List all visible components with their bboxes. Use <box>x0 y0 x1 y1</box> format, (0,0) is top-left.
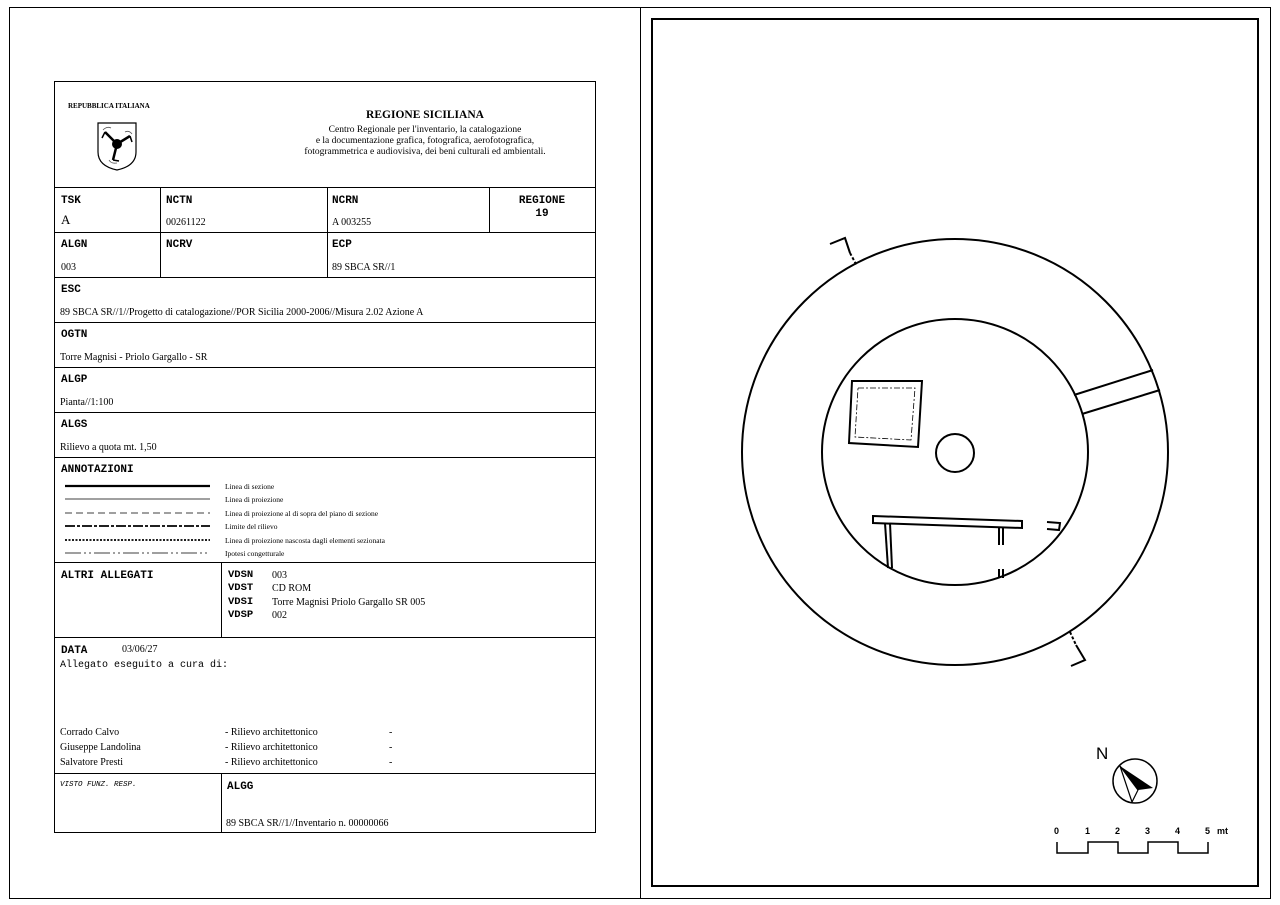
legend-text-3: Limite del rilievo <box>225 522 278 531</box>
ecp-value: 89 SBCA SR//1 <box>332 262 396 273</box>
algn-value: 003 <box>61 262 76 273</box>
north-arrow-icon <box>1113 759 1157 803</box>
scale-tick-2: 2 <box>1115 826 1121 836</box>
algs-value: Rilievo a quota mt. 1,50 <box>60 442 157 453</box>
section-markers <box>830 238 1085 666</box>
cell-regione: REGIONE 19 <box>489 188 595 232</box>
row-ogtn: OGTN Torre Magnisi - Priolo Gargallo - SR <box>55 323 595 368</box>
visto-label: VISTO FUNZ. RESP. <box>60 781 137 789</box>
regione-value: 19 <box>535 208 549 220</box>
nctn-value: 00261122 <box>166 217 206 228</box>
person-name-2: Salvatore Presti <box>60 757 124 768</box>
curated-by: Allegato eseguito a cura di: <box>60 660 229 671</box>
cell-ncrv: NCRV <box>160 233 327 277</box>
scale-tick-5: 5 <box>1205 826 1211 836</box>
algg-value: 89 SBCA SR//1//Inventario n. 00000066 <box>226 818 389 829</box>
scale-tick-0: 0 <box>1054 826 1060 836</box>
algp-value: Pianta//1:100 <box>60 397 114 408</box>
bench-element <box>873 516 1060 578</box>
region-title: REGIONE SICILIANA <box>366 109 484 121</box>
cell-algg: ALGG 89 SBCA SR//1//Inventario n. 00000066 <box>221 774 595 832</box>
square-feature <box>849 381 922 447</box>
vdsi-value: Torre Magnisi Priolo Gargallo SR 005 <box>272 597 426 608</box>
row-algp: ALGP Pianta//1:100 <box>55 368 595 413</box>
person-role-1: - Rilievo architettonico <box>225 742 318 753</box>
person-name-0: Corrado Calvo <box>60 727 120 738</box>
person-dash-2: - <box>389 757 393 768</box>
row-data: DATA 03/06/27 Allegato eseguito a cura di: Corrado Calvo - Rilievo architettonico - Giuseppe Landolina - Rilievo architettonico - Salvatore Presti - Rilievo architettonico - <box>55 638 595 774</box>
person-dash-1: - <box>389 742 393 753</box>
data-value: 03/06/27 <box>122 644 158 655</box>
outer-wall-circle <box>742 239 1168 665</box>
inner-room-circle <box>822 319 1088 585</box>
cell-algn: ALGN 003 <box>61 239 88 273</box>
cell-tsk: TSK A <box>61 195 81 227</box>
legend-text-5: Ipotesi congetturale <box>225 549 285 558</box>
scale-bar <box>1057 842 1208 853</box>
legend-text-1: Linea di proiezione <box>225 495 284 504</box>
cell-allegati-values: VDSN 003 VDST CD ROM VDSI Torre Magnisi Priolo Gargallo SR 005 VDSP 002 <box>221 563 595 637</box>
scale-tick-1: 1 <box>1085 826 1091 836</box>
region-subtitle: Centro Regionale per l'inventario, la catalogazione e la documentazione grafica, fotografica, aerofotografica, fotogrammetrica e audiovisiva, dei beni culturali ed ambientali. <box>304 125 546 157</box>
cell-ncrn: NCRN A 003255 <box>327 188 489 232</box>
legend-text-4: Linea di proiezione nascosta dagli elementi sezionata <box>225 536 385 545</box>
legend-text-2: Linea di proiezione al di sopra del piano di sezione <box>225 509 379 518</box>
esc-value: 89 SBCA SR//1//Progetto di catalogazione//POR Sicilia 2000-2006//Misura 2.02 Azione A <box>60 307 424 318</box>
cell-ecp: ECP 89 SBCA SR//1 <box>327 233 595 277</box>
person-role-2: - Rilievo architettonico <box>225 757 318 768</box>
row-algs: ALGS Rilievo a quota mt. 1,50 <box>55 413 595 458</box>
row-esc: ESC 89 SBCA SR//1//Progetto di catalogazione//POR Sicilia 2000-2006//Misura 2.02 Azione A <box>55 278 595 323</box>
tsk-value: A <box>61 212 71 227</box>
person-name-1: Giuseppe Landolina <box>60 742 141 753</box>
row-annotazioni: ANNOTAZIONI Linea di sezione Linea di proiezione Linea di proiezione al di sopra del piano di sezione Limite del rilievo Linea di proiezione nascosta dagli elementi sezionata Ipotesi congetturale <box>55 458 595 563</box>
cell-allegati-label: ALTRI ALLEGATI <box>61 570 154 582</box>
republic-label: REPUBBLICA ITALIANA <box>68 102 150 110</box>
cell-nctn: NCTN 00261122 <box>160 188 327 232</box>
legend-text-0: Linea di sezione <box>225 482 275 491</box>
person-role-0: - Rilievo architettonico <box>225 727 318 738</box>
ncrn-value: A 003255 <box>332 217 372 228</box>
scale-tick-4: 4 <box>1175 826 1181 836</box>
central-circle <box>936 434 974 472</box>
person-dash-0: - <box>389 727 393 738</box>
vdst-value: CD ROM <box>272 583 312 594</box>
vdsp-value: 002 <box>272 610 287 621</box>
north-label: N <box>1096 744 1109 763</box>
scale-tick-3: 3 <box>1145 826 1151 836</box>
vdsn-value: 003 <box>272 570 287 581</box>
scale-unit: mt <box>1217 826 1228 836</box>
wall-opening <box>1074 370 1160 414</box>
ogtn-value: Torre Magnisi - Priolo Gargallo - SR <box>60 352 208 363</box>
